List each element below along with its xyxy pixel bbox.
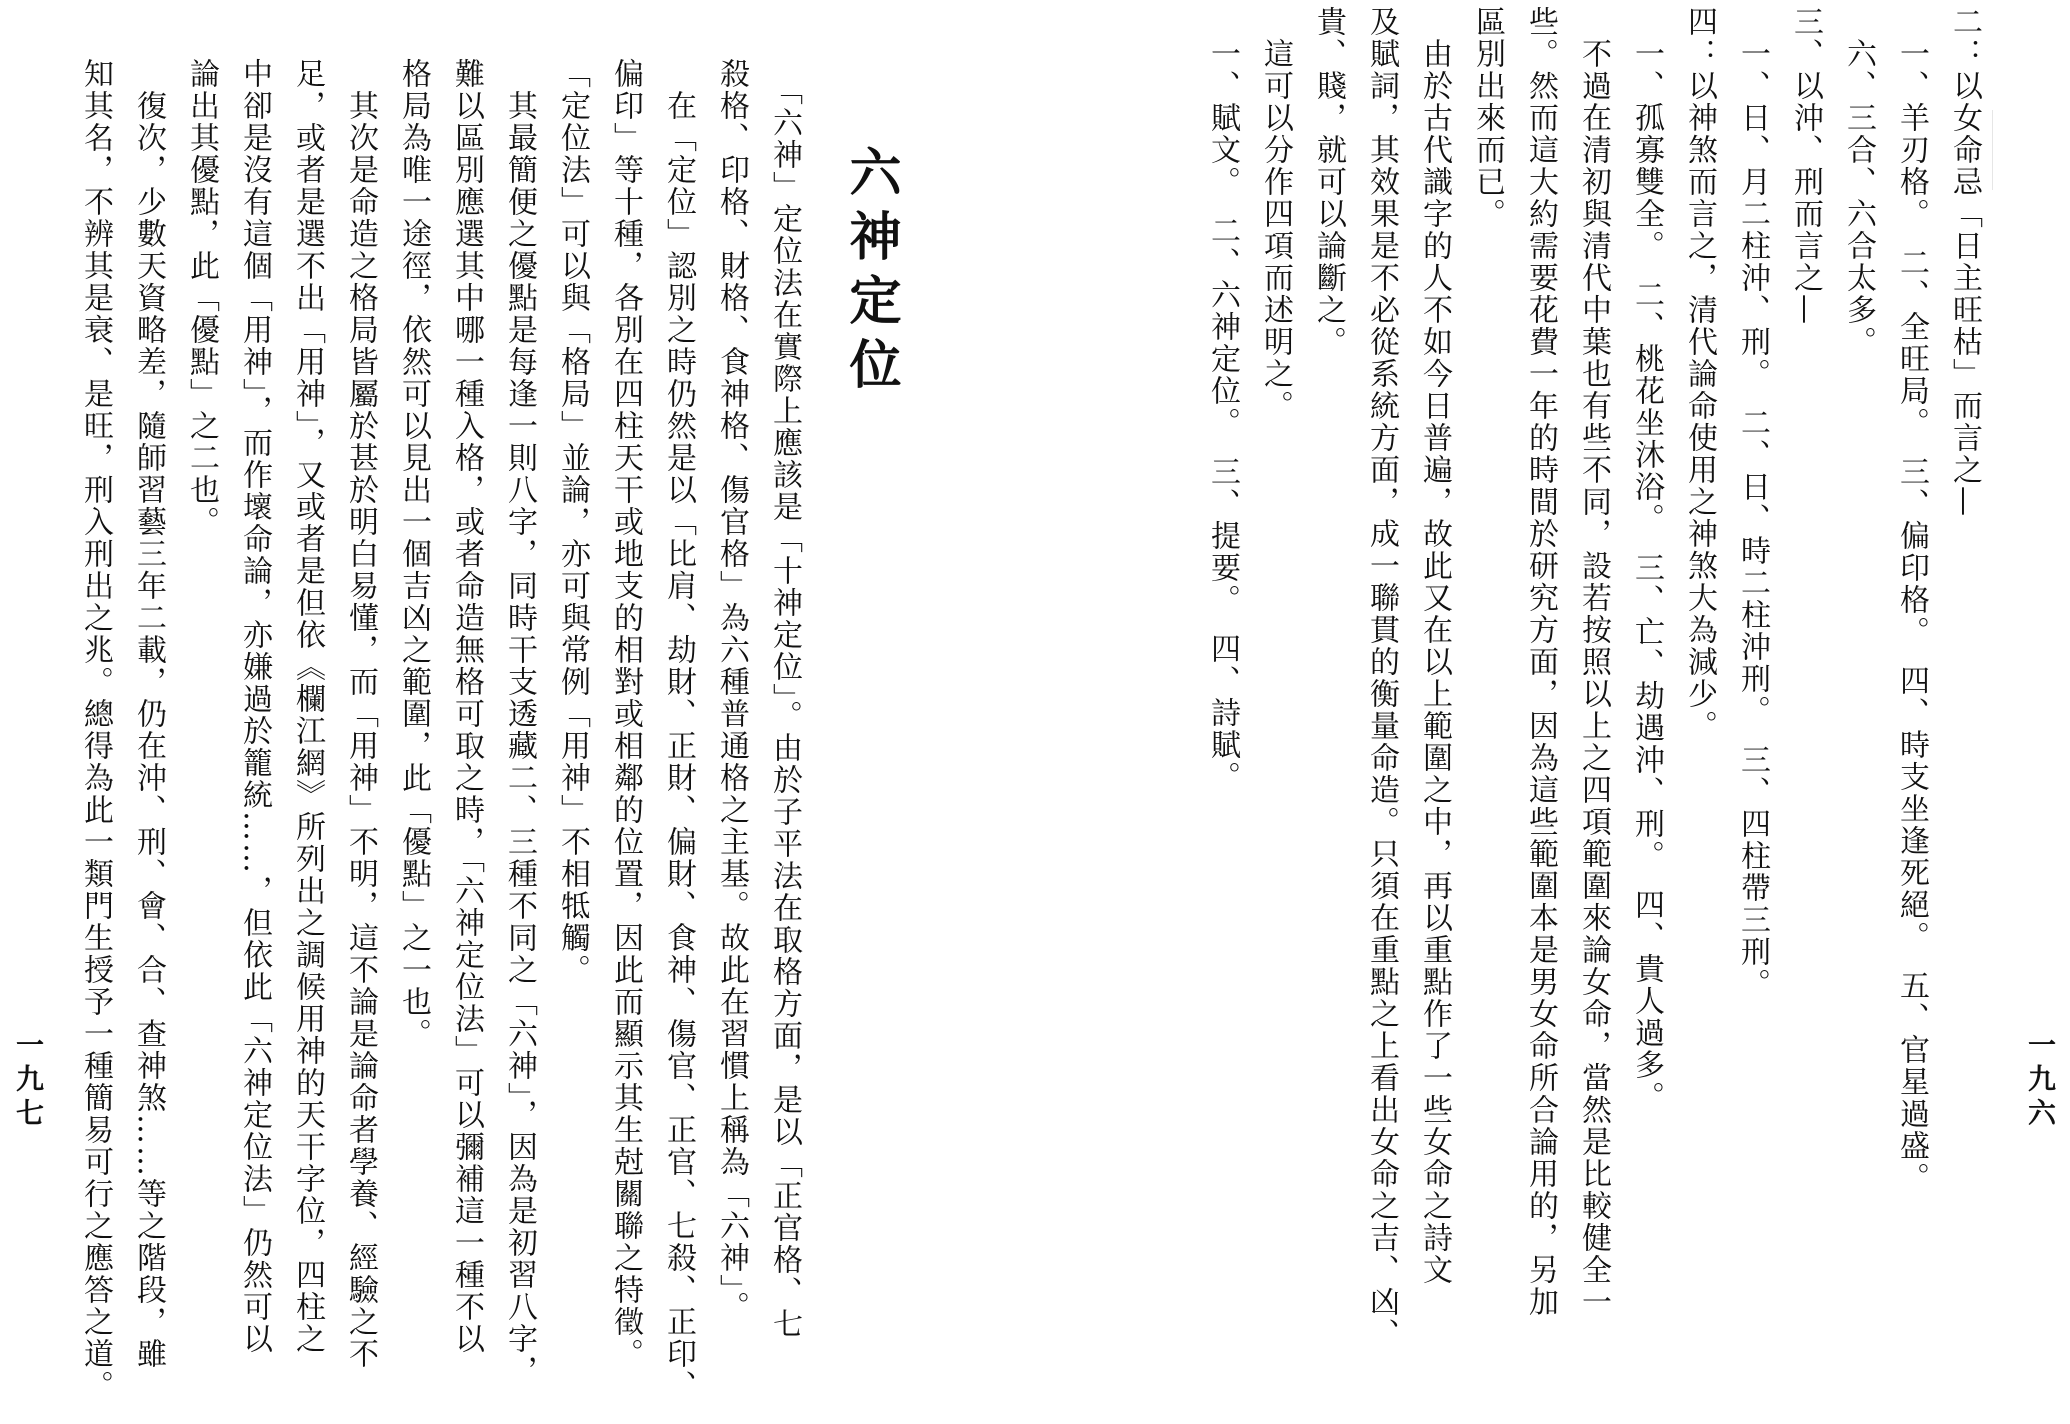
text-column: 貴、賤，就可以論斷之。 [1311,6,1346,358]
text-column: 一、孤寡雙全。 二、桃花坐沐浴。 三、亡、劫遇沖、刑。 四、貴人過多。 [1629,6,1664,1113]
text-column: 「六神」定位法在實際上應該是「十神定位」。由於子平法在取格方面，是以「正官格、七 [767,58,802,1340]
text-column: 六、三合、六合太多。 [1841,6,1876,358]
text-column: 復次，少數天資略差，隨師習藝三年二載，仍在沖、刑、會、合、查神煞……等之階段，雖 [131,58,166,1370]
text-column: 難以區別應選其中哪一種入格，或者命造無格可取之時，「六神定位法」可以彌補這一種不以 [449,58,484,1355]
text-column: 格局為唯一途徑，依然可以見出一個吉凶之範圍，此「優點」之一也。 [396,58,431,1050]
text-column: 足，或者是選不出「用神」，又或者是但依《欄江網》所列出之調候用神的天干字位，四柱之 [290,58,325,1355]
text-column: 由於古代識字的人不如今日普遍，故此又在以上範圍之中，再以重點作了一些女命之詩文 [1417,6,1452,1286]
text-column: 其最簡便之優點是每逢一則八字，同時干支透藏二、三種不同之「六神」，因為是初習八字， [502,58,537,1387]
text-column: 論出其優點，此「優點」之二也。 [184,58,219,538]
right-page [1035,0,2070,1424]
text-column: 「定位法」可以與「格局」並論，亦可與常例「用神」不相牴觸。 [555,58,590,986]
page-number: 一九七 [12,1030,45,1132]
text-column: 一、日、月二柱沖、刑。 二、日、時二柱沖刑。 三、四柱帶三刑。 [1735,6,1770,1000]
text-column: 些。然而這大約需要花費一年的時間於研究方面，因為這些範圍本是男女命所合論用的，另加 [1523,6,1558,1318]
text-column: 偏印」等十種，各別在四柱天干或地支的相對或相鄰的位置，因此而顯示其生尅關聯之特徵。 [608,58,643,1370]
text-column: 不過在清初與清代中葉也有些不同，設若按照以上之四項範圍來論女命，當然是比較健全一 [1576,6,1611,1318]
text-column: 這可以分作四項而述明之。 [1258,6,1293,422]
text-column: 三、以沖、刑而言之— [1788,6,1823,326]
page-number: 一九六 [2024,1030,2057,1132]
text-column: 在「定位」認別之時仍然是以「比肩、劫財、正財、偏財、食神、傷官、正官、七殺、正印、 [661,58,696,1402]
text-column: 及賦詞，其效果是不必從系統方面，成一聯貫的衡量命造。只須在重點之上看出女命之吉、凶、 [1364,6,1399,1350]
text-column: 一、羊刃格。 二、全旺局。 三、偏印格。 四、時支坐逢死絕。 五、官星過盛。 [1894,6,1929,1194]
page-edge-mark [1992,110,1993,190]
text-column: 殺格、印格、財格、食神格、傷官格」為六種普通格之主基。故此在習慣上稱為「六神」。 [714,58,749,1323]
text-column: 中卻是沒有這個「用神」，而作壞命論，亦嫌過於籠統……，但依此「六神定位法」仍然可以 [237,58,272,1355]
text-column: 四：以神煞而言之，清代論命使用之神煞大為減少。 [1682,6,1717,742]
text-column: 知其名，不辨其是衰、是旺，刑入刑出之兆。總得為此一類門生授予一種簡易可行之應答之道。 [78,58,113,1402]
section-title: 六神定位 [840,145,900,401]
text-column: 區別出來而已。 [1470,6,1505,230]
text-column: 一、賦文。 二、六神定位。 三、提要。 四、詩賦。 [1205,6,1240,793]
text-column: 二：以女命忌「日主旺枯」而言之— [1947,6,1982,518]
text-column: 其次是命造之格局皆屬於甚於明白易懂，而「用神」不明，這不論是論命者學養、經驗之不 [343,58,378,1370]
